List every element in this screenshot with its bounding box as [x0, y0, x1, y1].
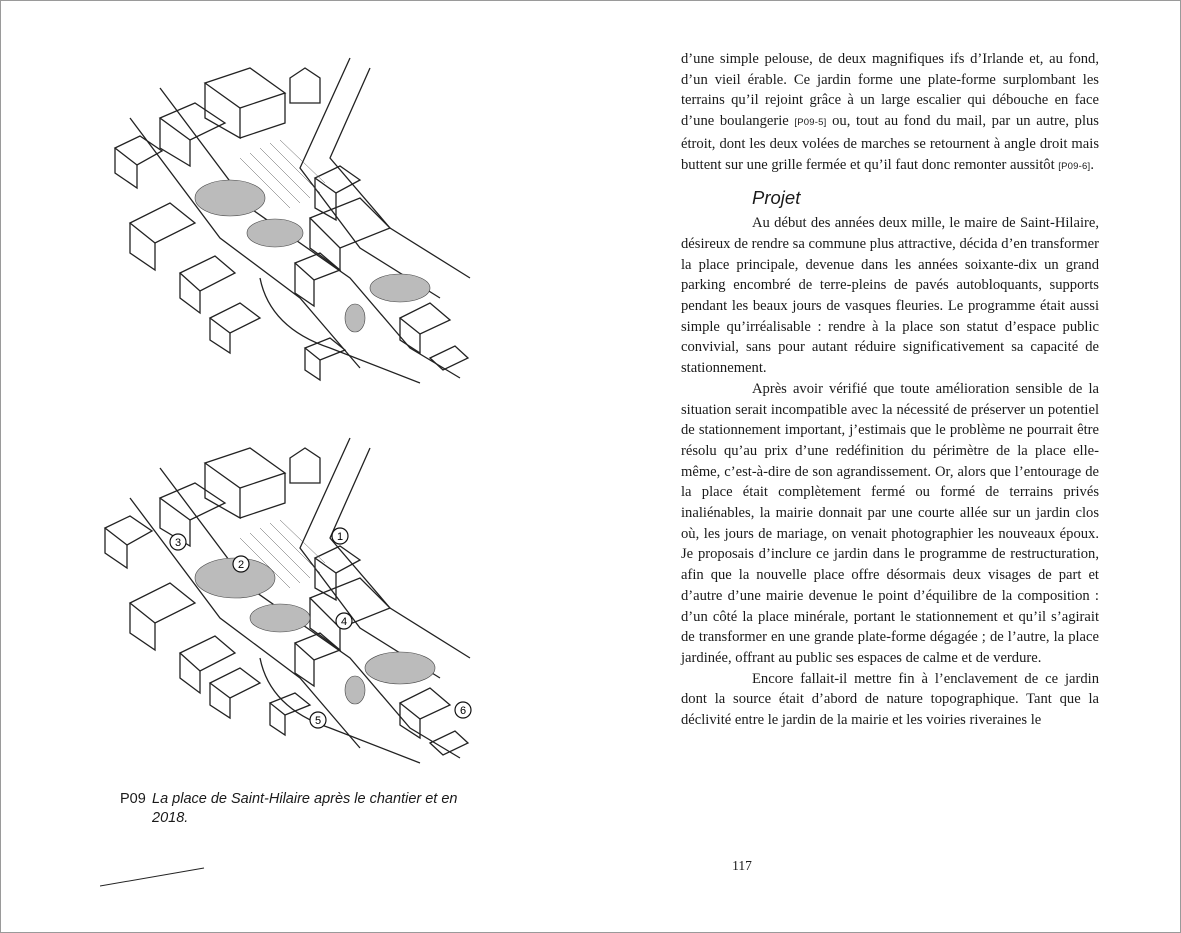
marker-2	[233, 556, 249, 572]
marker-3	[170, 534, 186, 550]
marker-4	[336, 613, 352, 629]
paragraph-4: Encore fallait-il mettre fin à l’enclavement de ce jardin dont la source était d’abord de nature topographique. Tant que la déclivité entre le jardin de la mairie et les voiries riveraines le	[681, 670, 1099, 729]
page-number: 117	[732, 858, 752, 873]
svg-text:3: 3	[174, 537, 182, 549]
section-heading: Projet	[752, 187, 801, 209]
svg-text:2: 2	[237, 559, 245, 571]
illustration-before	[100, 48, 480, 398]
figure-code: P09	[120, 791, 146, 807]
marker-5	[310, 712, 326, 728]
svg-text:4: 4	[340, 616, 348, 628]
figure-caption-text: La place de Saint-Hilaire après le chantier et en 2018.	[152, 791, 458, 826]
figure-reference: [P09-6]	[1058, 160, 1091, 172]
marker-6	[455, 702, 471, 718]
decorative-line	[100, 866, 210, 890]
svg-text:5: 5	[314, 715, 322, 727]
paragraph-3: Après avoir vérifié que toute amélioration sensible de la situation serait incompatible avec la nécessité de préserver un potentiel de stationnement important, j’estimais que le problème ne pourrait être résolu qu’au prix d’une redéfinition du périmètre de la place elle-même, c’est-à-dire de son agrandissement. Or, alors que l’entourage de la place était complètement fermé ou formé de terrains privés inaliénables, la mairie donnait par une courte allée sur un jardin clos où, les jours de mariage, on venait photographier les nouveaux époux. Je proposais d’inclure ce jardin dans le programme de restructuration, afin que la nouvelle place offre désormais deux visages de part et d’autre d’une mairie devenue le point d’équilibre de la composition : d’un côté la place minérale, portant le stationnement et qu’il s’agirait de transformer en une grande plate-forme dégagée ; de l’autre, la place jardinée, offrant au public ses espaces de calme et de verdure.	[681, 380, 1099, 666]
paragraph-1: d’une simple pelouse, de deux magnifiques ifs d’Irlande et, au fond, d’un vieil érable. Ce jardin forme une plate-forme surplombant les terrains qu’il rejoint grâce à un large escalier qui débouche en face d’une boulangerie [P09-5] ou, tout au fond du mail, par un autre, plus étroit, dont les deux volées de marches se retournent à angle droit mais buttent sur une grille fermée et qu’il faut donc remonter aussitôt [P09-6].	[681, 51, 1099, 173]
figure-caption	[120, 790, 460, 828]
figure-reference: [P09-5]	[794, 117, 827, 129]
paragraph-2: Au début des années deux mille, le maire de Saint-Hilaire, désireux de rendre sa commune plus attractive, décida d’en transformer la place principale, devenue dans les années soixante-dix un grand parking encombré de terre-pleins de pavés autobloquants, supports pendant les beaux jours de vasques fleuries. Le programme était aussi simple qu’irréalisable : rendre à la place son statut d’espace public convivial, sans pour autant réduire significativement sa capacité de stationnement.	[681, 215, 1099, 377]
marker-1	[332, 528, 348, 544]
svg-text:1: 1	[336, 531, 344, 543]
svg-text:6: 6	[459, 705, 467, 717]
text-column	[681, 49, 1099, 731]
illustration-after	[100, 428, 480, 773]
